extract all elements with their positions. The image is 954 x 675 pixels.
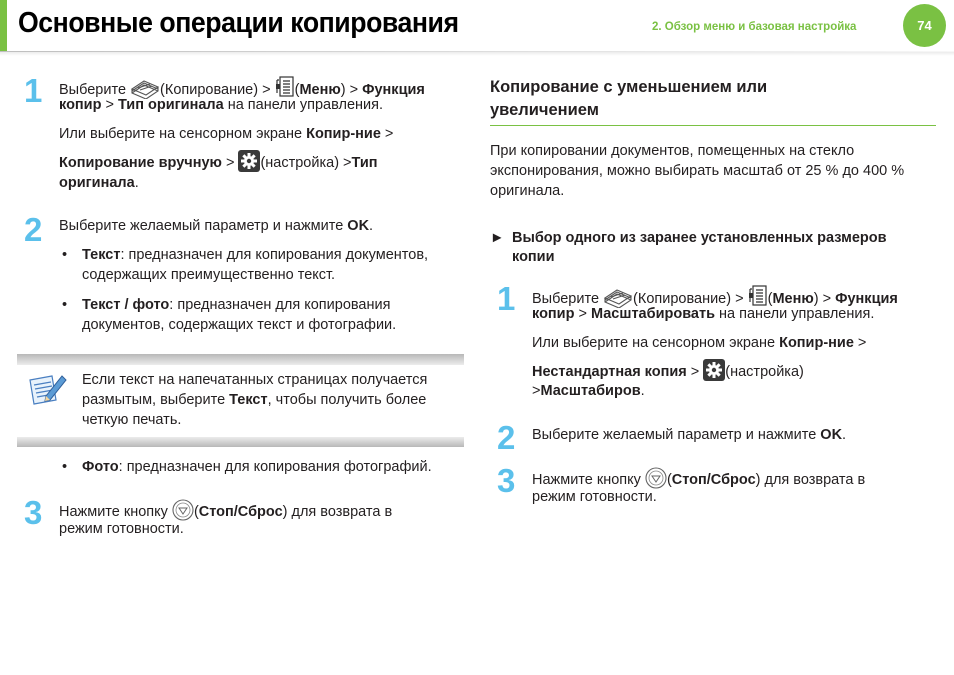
text: > <box>221 155 239 171</box>
text: . <box>134 175 139 191</box>
list-item <box>82 245 428 265</box>
text: Или выберите на сенсорном экране <box>59 126 307 142</box>
step-line <box>532 304 874 324</box>
section-heading <box>490 76 767 122</box>
page-number-badge <box>903 4 946 47</box>
text: копир <box>532 306 575 322</box>
text: . <box>842 427 847 443</box>
settings-gear-icon <box>238 150 260 178</box>
bullet: • <box>62 459 68 475</box>
text: Копирование вручную <box>59 155 222 171</box>
text: Выберите <box>532 291 604 307</box>
note-bottom-border <box>17 437 464 447</box>
bullet: • <box>62 297 68 313</box>
note-line: четкую печать. <box>82 412 182 428</box>
text: Выберите желаемый параметр и нажмите <box>532 427 821 443</box>
step-line <box>532 381 645 401</box>
text: Нажмите кнопку <box>59 504 172 520</box>
note-line: Если текст на напечатанных страницах получается <box>82 372 428 388</box>
text: , чтобы получить более <box>267 392 427 408</box>
text: оригинала <box>59 175 135 191</box>
page-number: 74 <box>917 17 932 33</box>
text: OK <box>820 427 843 443</box>
text: Масштабиров <box>540 383 641 399</box>
step-line <box>532 425 846 445</box>
text: (настройка) <box>725 364 804 380</box>
text: Выберите желаемый параметр и нажмите <box>59 218 348 234</box>
list-item <box>82 457 432 477</box>
text: Тип оригинала <box>117 97 224 113</box>
list-item-line: документов, содержащих текст и фотографии. <box>82 317 397 333</box>
text: ) для возврата в <box>282 504 393 520</box>
step-number: 3 <box>24 494 43 531</box>
list-item <box>82 295 390 315</box>
step-line <box>59 95 383 115</box>
text: (Копирование) > <box>633 291 748 307</box>
text: Функция <box>835 291 898 307</box>
text: ) > <box>340 82 363 98</box>
bullet: • <box>62 247 68 263</box>
text: > <box>380 126 394 142</box>
text: . <box>640 383 645 399</box>
paragraph-line: оригинала. <box>490 183 565 199</box>
heading-line: увеличением <box>490 101 599 119</box>
text: Копир-ние <box>779 335 854 351</box>
heading-line: Копирование с уменьшением или <box>490 78 768 96</box>
text: (Копирование) > <box>160 82 275 98</box>
text: ( <box>294 82 300 98</box>
subheading-line: копии <box>512 249 555 265</box>
step-number: 3 <box>497 462 516 499</box>
settings-gear-icon <box>703 359 725 387</box>
step-line: режим готовности. <box>59 521 184 537</box>
step-line <box>59 124 393 144</box>
text: : предназначен для копирования <box>169 297 391 313</box>
text: на панели управления. <box>715 306 875 322</box>
text: Стоп/Сброс <box>671 472 756 488</box>
text: > <box>532 383 541 399</box>
subheading-arrow: ► <box>490 230 505 246</box>
step-number: 1 <box>497 280 516 317</box>
text: > <box>574 306 591 322</box>
text: (настройка) > <box>260 155 352 171</box>
text: > <box>686 364 704 380</box>
text: Текст <box>229 392 268 408</box>
step-line <box>532 333 866 353</box>
text: ) для возврата в <box>755 472 866 488</box>
step-line: режим готовности. <box>532 489 657 505</box>
paragraph-line: При копировании документов, помещенных на стекло <box>490 143 855 159</box>
list-item-line: содержащих преимущественно текст. <box>82 267 336 283</box>
text: размытым, выберите <box>82 392 230 408</box>
heading-divider <box>490 125 936 126</box>
text: Масштабировать <box>590 306 716 322</box>
step-number: 1 <box>24 72 43 109</box>
text: Текст / фото <box>82 297 170 313</box>
text: > <box>853 335 867 351</box>
text: Функция <box>362 82 425 98</box>
text: ) > <box>813 291 836 307</box>
header-accent-bar <box>0 0 7 52</box>
text: копир <box>59 97 102 113</box>
text: ( <box>767 291 773 307</box>
text: Меню <box>772 291 814 307</box>
note-top-border <box>17 354 464 365</box>
text: Нестандартная копия <box>532 364 687 380</box>
step-line <box>59 216 373 236</box>
text: ( <box>666 472 672 488</box>
page-title: Основные операции копирования <box>18 7 459 39</box>
text: . <box>369 218 374 234</box>
text: Меню <box>299 82 341 98</box>
step-number: 2 <box>497 419 516 456</box>
text: Стоп/Сброс <box>198 504 283 520</box>
note-line <box>82 390 426 410</box>
text: на панели управления. <box>223 97 384 113</box>
text: ( <box>193 504 199 520</box>
header-shadow <box>0 52 954 56</box>
text: Текст <box>82 247 121 263</box>
paragraph-line: экспонирования, можно выбирать масштаб от 25 % до 400 % <box>490 163 905 179</box>
subheading-line: Выбор одного из заранее установленных размеров <box>512 230 887 246</box>
text: Тип <box>351 155 378 171</box>
text: : предназначен для копирования фотографий. <box>118 459 432 475</box>
text: Фото <box>82 459 119 475</box>
text: : предназначен для копирования документов, <box>120 247 429 263</box>
text: Нажмите кнопку <box>532 472 645 488</box>
note-pencil-icon <box>26 370 68 414</box>
section-label: 2. Обзор меню и базовая настройка <box>652 21 857 33</box>
text: Копир-ние <box>306 126 381 142</box>
text: OK <box>347 218 370 234</box>
text: Выберите <box>59 82 131 98</box>
text: Или выберите на сенсорном экране <box>532 335 780 351</box>
step-line <box>59 173 139 193</box>
text: > <box>101 97 118 113</box>
step-number: 2 <box>24 211 43 248</box>
